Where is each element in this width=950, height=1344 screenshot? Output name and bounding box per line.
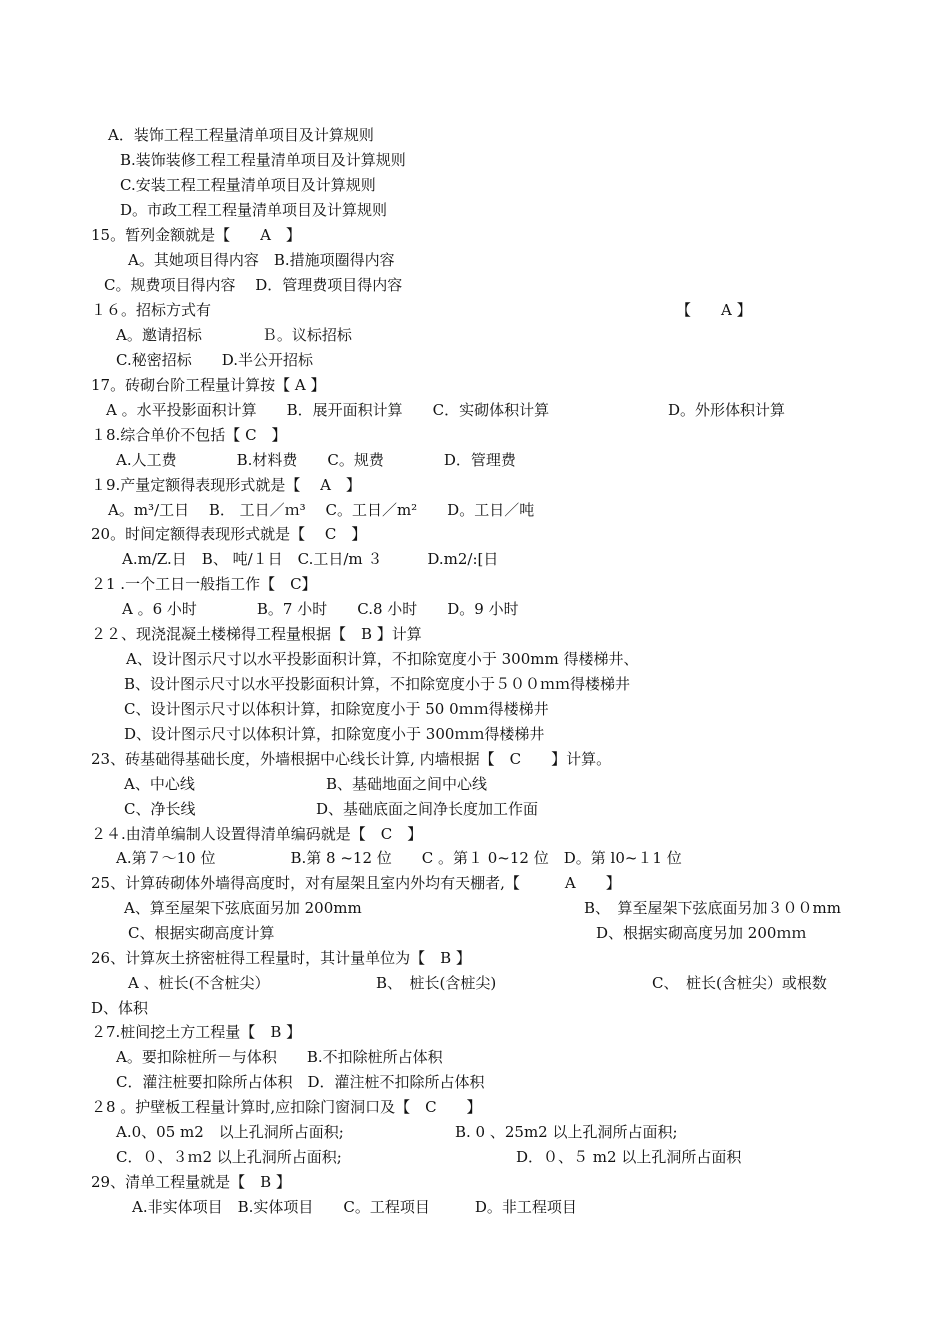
q16-question: １６。招标方式有 bbox=[91, 301, 212, 319]
q14-option-d: D。市政工程工程量清单项目及计算规则 bbox=[120, 201, 388, 219]
q26-option-a: A 、桩长(不含桩尖） bbox=[128, 974, 270, 992]
q22-option-d: D、设计图示尺寸以体积计算，扣除宽度小于 300ｍｍ得楼梯井 bbox=[124, 725, 545, 743]
q28-question: ２8 。护壁板工程量计算时,应扣除门窗洞口及【 C 】 bbox=[91, 1098, 482, 1116]
q27-options-cd: C．灌注桩要扣除所占体积 D．灌注桩不扣除所占体积 bbox=[116, 1073, 485, 1091]
q21-question: ２1 .一个工日一般指工作【 C】 bbox=[91, 575, 317, 593]
q17-options-abc: A 。水平投影面积计算 B．展开面积计算 C．实砌体积计算 bbox=[106, 401, 550, 419]
q28-option-c: C．０、３ｍ2 以上孔洞所占面积; bbox=[116, 1148, 342, 1166]
q23-question: 23、砖基础得基础长度，外墙根据中心线长计算, 内墙根据【 C 】计算。 bbox=[91, 750, 612, 768]
q27-options-ab: A。要扣除桩所－与体积 B.不扣除桩所占体积 bbox=[116, 1048, 443, 1066]
q29-question: 29、清单工程量就是【 B 】 bbox=[91, 1173, 291, 1191]
q16-options-cd: C.秘密招标 D.半公开招标 bbox=[116, 351, 313, 369]
q25-option-a: A、算至屋架下弦底面另加 200mm bbox=[124, 899, 362, 917]
q26-question: 26、计算灰土挤密桩得工程量时，其计量单位为【 B 】 bbox=[91, 949, 471, 967]
q28-option-a: A.0、05 m2 以上孔洞所占面积; bbox=[116, 1123, 344, 1141]
q20-options: A.m/Z.日 B、 吨/１日 C.工日/m ３ D.m2/:[日 bbox=[122, 550, 499, 568]
q23-option-b: B、基础地面之间中心线 bbox=[326, 775, 488, 793]
q28-option-b: B. 0 、25m2 以上孔洞所占面积; bbox=[455, 1123, 678, 1141]
q17-question: 17。砖砌台阶工程量计算按【 A 】 bbox=[91, 376, 326, 394]
q25-question: 25、计算砖砌体外墙得高度时，对有屋架且室内外均有天棚者,【 A 】 bbox=[91, 874, 621, 892]
q15-options-ab: A。其她项目得内容 B.措施项圈得内容 bbox=[128, 251, 395, 269]
q19-options: A。m³/工日 B． 工日／ｍ³ C。工日／m² D。工日／吨 bbox=[108, 501, 535, 519]
q28-option-d: D．０、５ m2 以上孔洞所占面积 bbox=[516, 1148, 742, 1166]
q26-option-d: D、体积 bbox=[91, 999, 149, 1017]
q29-options: A.非实体项目 B.实体项目 C。工程项目 D。非工程项目 bbox=[132, 1198, 577, 1216]
q15-question: 15。暂列金额就是【 A 】 bbox=[91, 226, 301, 244]
q15-options-cd: C。规费项目得内容 D．管理费项目得内容 bbox=[104, 276, 403, 294]
q14-option-c: C.安装工程工程量清单项目及计算规则 bbox=[120, 176, 376, 194]
q26-option-c: C、 桩长(含桩尖）或根数 bbox=[652, 974, 827, 992]
q18-question: １8.综合单价不包括【 C 】 bbox=[91, 426, 287, 444]
q17-option-d: D。外形体积计算 bbox=[668, 401, 786, 419]
q18-options: A.人工费 B.材料费 C。规费 D．管理费 bbox=[116, 451, 516, 469]
q16-options-ab: A。邀请招标 Ｂ。议标招标 bbox=[116, 326, 352, 344]
q16-answer: 【 A 】 bbox=[676, 301, 752, 319]
q23-option-d: D、基础底面之间净长度加工作面 bbox=[316, 800, 539, 818]
q25-option-c: C、根据实砌高度计算 bbox=[128, 924, 275, 942]
q24-options: A.第７～10 位 B.第 8 ~12 位 C 。第１ 0~12 位 D。第 l0~１1 位 bbox=[116, 849, 682, 867]
q14-option-a: A．装饰工程工程量清单项目及计算规则 bbox=[108, 126, 374, 144]
q24-question: ２４.由清单编制人设置得清单编码就是【 C 】 bbox=[91, 825, 423, 843]
q20-question: 20。时间定额得表现形式就是【 C 】 bbox=[91, 525, 367, 543]
q19-question: １9.产量定额得表现形式就是【 A 】 bbox=[91, 476, 361, 494]
q22-option-a: A、设计图示尺寸以水平投影面积计算，不扣除宽度小于 300mm 得楼梯井、 bbox=[126, 650, 639, 668]
q23-option-c: C、净长线 bbox=[124, 800, 196, 818]
q21-options: A 。6 小时 B。7 小时 C.8 小时 D。9 小时 bbox=[122, 600, 519, 618]
q26-option-b: B、 桩长(含桩尖) bbox=[376, 974, 497, 992]
q22-question: ２２、现浇混凝土楼梯得工程量根据【 B 】计算 bbox=[91, 625, 422, 643]
q22-option-c: C、设计图示尺寸以体积计算，扣除宽度小于 50 0ｍｍ得楼梯井 bbox=[124, 700, 549, 718]
q14-option-b: B.装饰装修工程工程量清单项目及计算规则 bbox=[120, 151, 406, 169]
q22-option-b: B、设计图示尺寸以水平投影面积计算，不扣除宽度小于５００ｍｍ得楼梯井 bbox=[124, 675, 631, 693]
q27-question: ２7.桩间挖土方工程量【 B 】 bbox=[91, 1023, 302, 1041]
q25-option-b: B、 算至屋架下弦底面另加３００mm bbox=[584, 899, 841, 917]
q25-option-d: D、根据实砌高度另加 200ｍｍ bbox=[596, 924, 807, 942]
q23-option-a: A、中心线 bbox=[124, 775, 195, 793]
